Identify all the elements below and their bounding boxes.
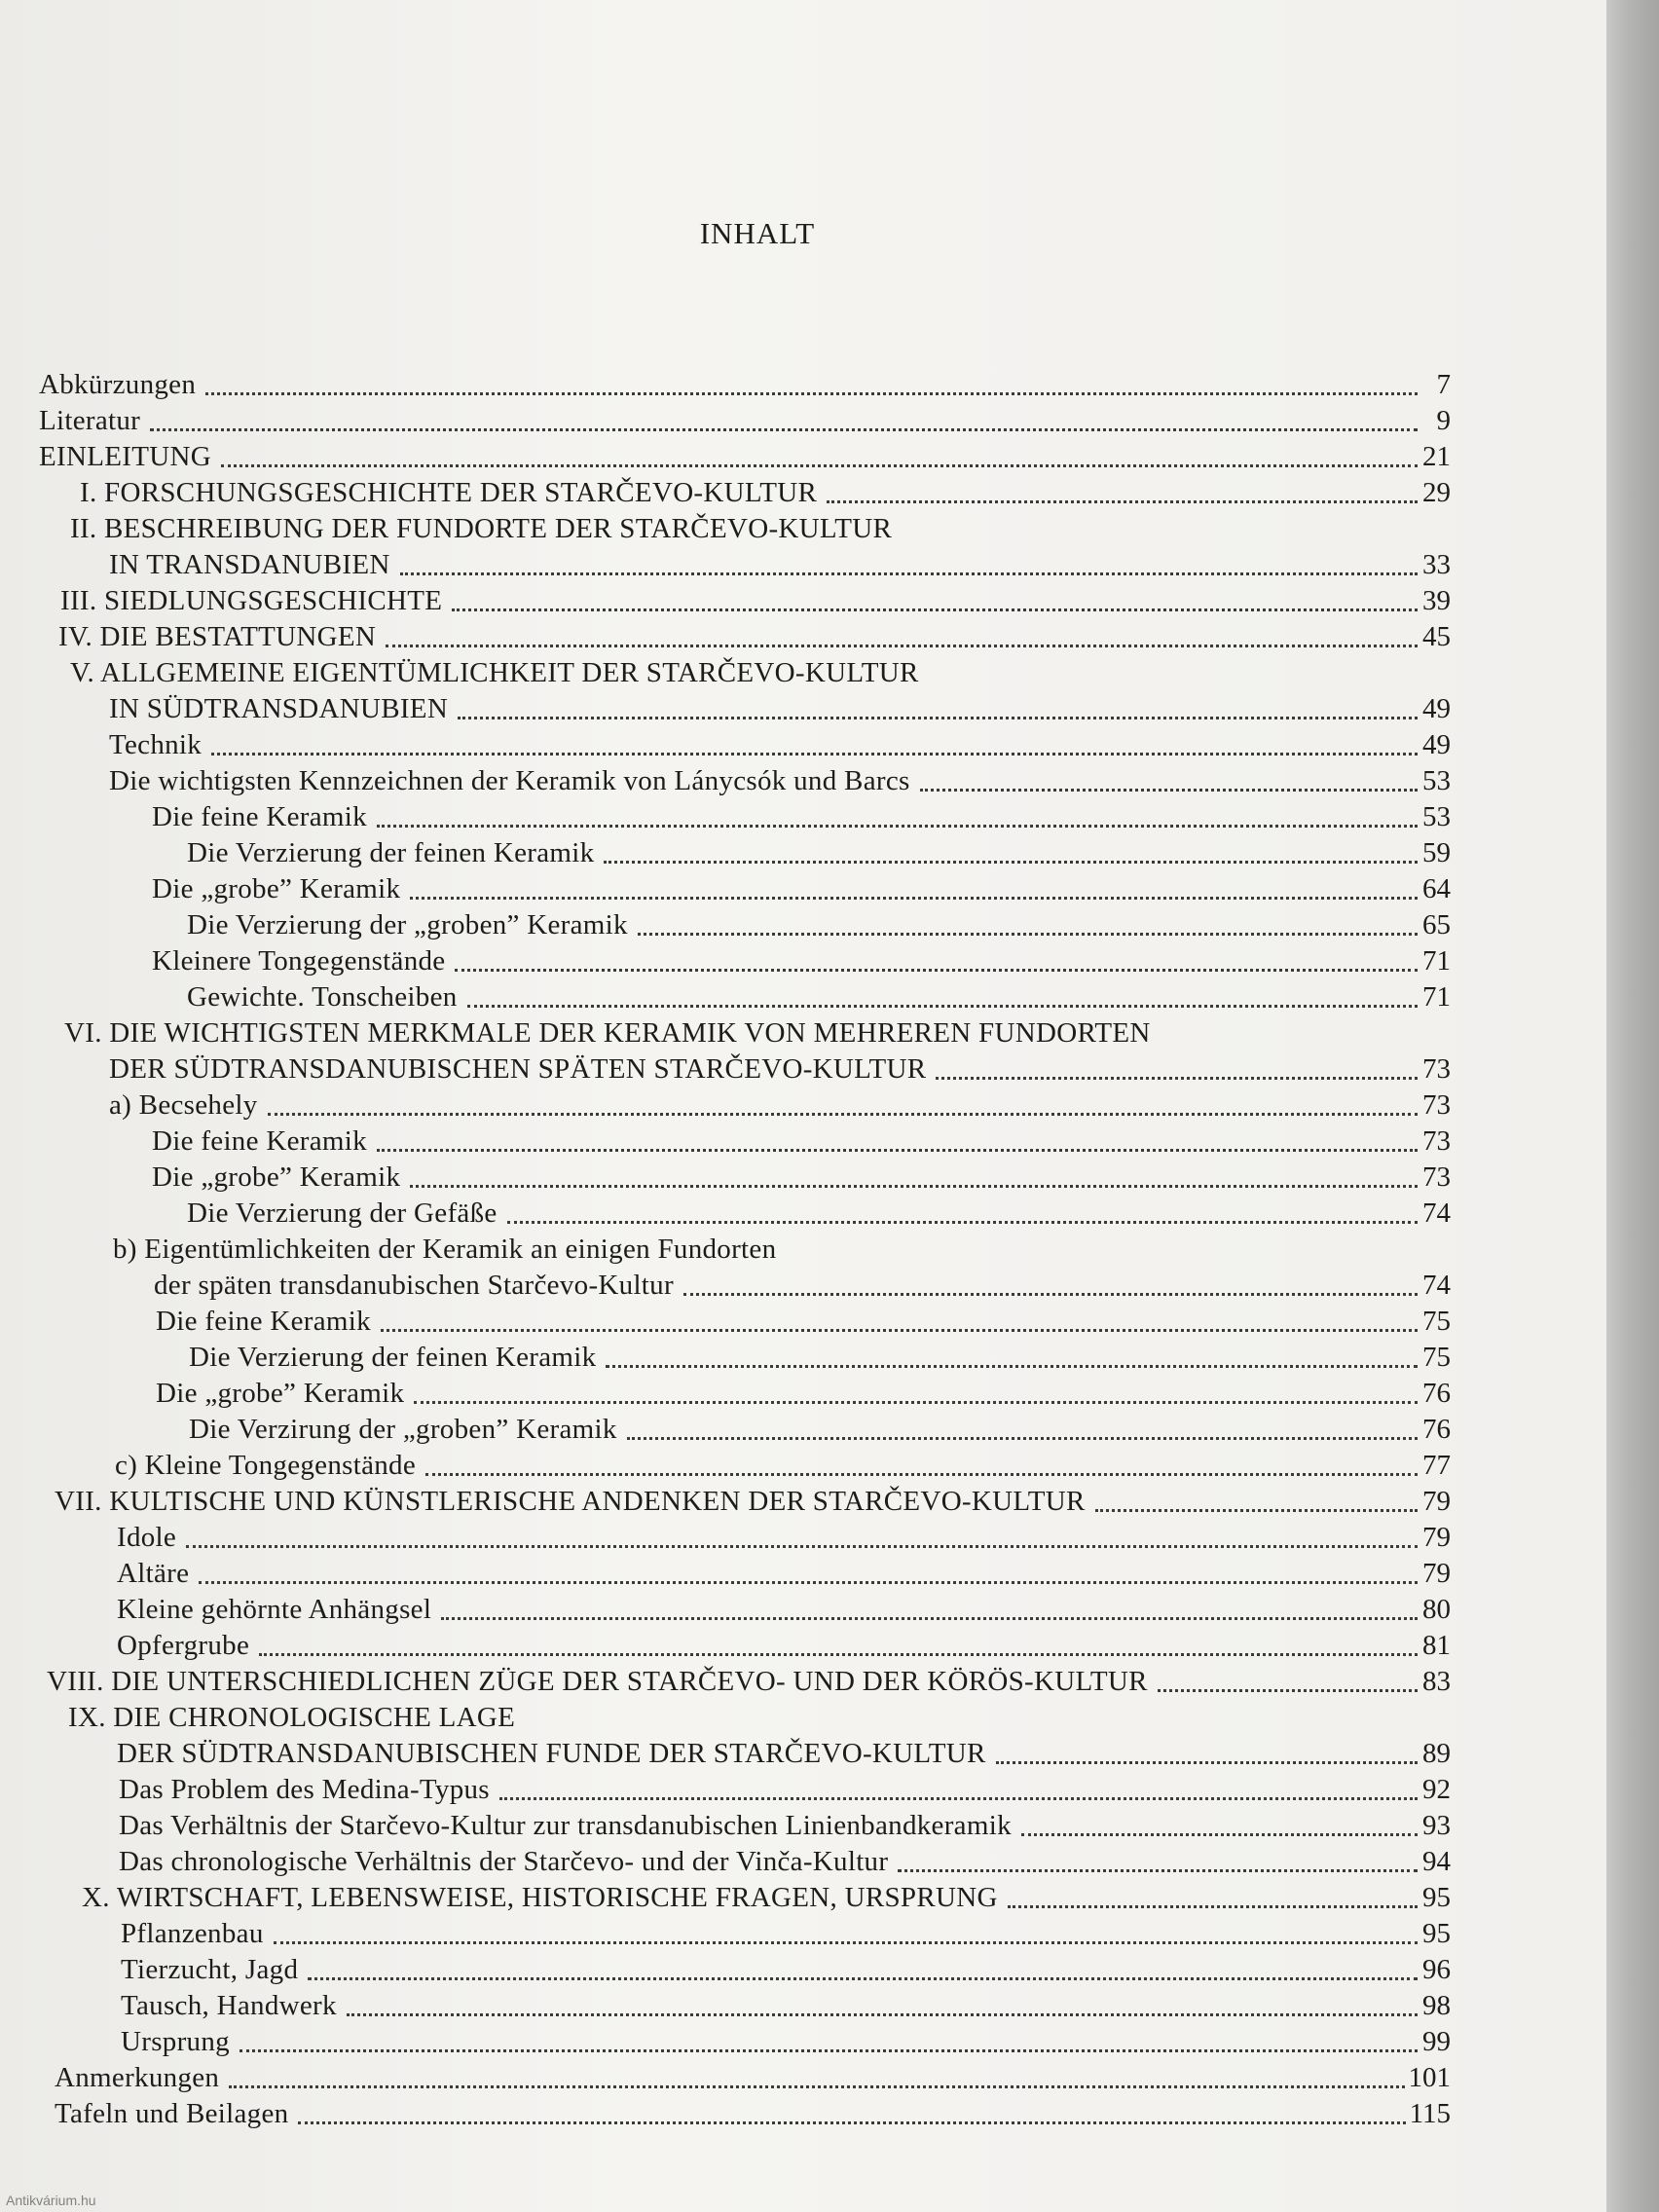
toc-entry [39, 763, 1451, 799]
toc-entry-title: Die wichtigsten Kennzeichnen der Keramik von Lánycsók und Barcs [109, 765, 910, 796]
toc-entry-page: 96 [1422, 1954, 1451, 1985]
toc-leader [240, 2049, 1418, 2052]
toc-entry-title: Die „grobe” Keramik [152, 873, 401, 904]
toc-entry-page: 53 [1422, 765, 1451, 796]
toc-entry-title: IN TRANSDANUBIEN [109, 549, 390, 580]
toc-entry-title: VIII. DIE UNTERSCHIEDLICHEN ZÜGE DER STARČEVO- UND DER KÖRÖS-KULTUR [47, 1666, 1148, 1697]
toc-entry-title: I. FORSCHUNGSGESCHICHTE DER STARČEVO-KULTUR [80, 477, 818, 508]
toc-entry [39, 1340, 1451, 1376]
toc-entry [39, 1952, 1451, 1988]
toc-entry-title: EINLEITUNG [39, 441, 211, 472]
page-edge-shadow [1606, 0, 1659, 2212]
toc-entry [39, 871, 1451, 907]
toc-entry-page: 95 [1422, 1882, 1451, 1913]
toc-entry-title: b) Eigentümlichkeiten der Keramik an einigen Fundorten [113, 1234, 777, 1265]
toc-entry-page: 79 [1422, 1558, 1451, 1589]
toc-entry-title: V. ALLGEMEINE EIGENTÜMLICHKEIT DER STARČEVO-KULTUR [70, 657, 919, 688]
toc-entry [39, 1988, 1451, 2024]
toc-entry [39, 979, 1451, 1015]
toc-entry-title: c) Kleine Tongegenstände [115, 1450, 417, 1481]
toc-entry-title: Pflanzenbau [121, 1918, 264, 1949]
toc-entry [39, 1916, 1451, 1952]
toc-leader [507, 1221, 1418, 1224]
toc-entry-title: Die Verzierung der Gefäße [187, 1198, 498, 1229]
toc-leader [606, 1365, 1418, 1368]
toc-entry-title: Anmerkungen [55, 2062, 220, 2093]
toc-entry [39, 691, 1451, 727]
toc-entry-page: 115 [1409, 2098, 1451, 2129]
toc-entry [39, 1844, 1451, 1880]
toc-leader [898, 1869, 1418, 1872]
toc-entry-page: 73 [1422, 1125, 1451, 1157]
toc-entry [39, 1808, 1451, 1844]
toc-entry [39, 1664, 1451, 1700]
toc-leader [458, 717, 1418, 719]
toc-entry [39, 619, 1451, 655]
toc-entry-title: Tausch, Handwerk [121, 1990, 337, 2021]
toc-entry-title: Die Verzirung der „groben” Keramik [189, 1414, 617, 1445]
toc-leader [386, 645, 1418, 647]
toc-entry-title: a) Becsehely [109, 1089, 258, 1121]
toc-entry-page: 89 [1422, 1738, 1451, 1769]
toc-leader [1008, 1905, 1418, 1908]
toc-entry-title: DER SÜDTRANSDANUBISCHEN FUNDE DER STARČEVO-KULTUR [117, 1738, 986, 1769]
toc-entry-page: 71 [1422, 945, 1451, 977]
toc-leader [1158, 1689, 1418, 1692]
toc-entry [39, 835, 1451, 871]
toc-leader [1095, 1509, 1418, 1512]
toc-entry-title: Die Verzierung der feinen Keramik [189, 1342, 597, 1373]
toc-entry-page: 94 [1422, 1846, 1451, 1877]
toc-entry-title: Tafeln und Beilagen [55, 2098, 289, 2129]
toc-entry [39, 1196, 1451, 1232]
toc-entry [39, 2096, 1451, 2132]
toc-leader [410, 1185, 1418, 1188]
toc-entry-page: 74 [1422, 1270, 1451, 1301]
toc-leader [638, 933, 1418, 936]
toc-leader [683, 1293, 1418, 1296]
toc-entry-title: Literatur [39, 405, 141, 436]
toc-entry [39, 1051, 1451, 1088]
toc-entry-page: 95 [1422, 1918, 1451, 1949]
toc-leader [229, 2085, 1404, 2088]
toc-entry-title: IX. DIE CHRONOLOGISCHE LAGE [68, 1702, 516, 1733]
toc-entry-page: 98 [1422, 1990, 1451, 2021]
toc-entry-page: 99 [1422, 2026, 1451, 2057]
toc-entry [39, 1448, 1451, 1484]
toc-entry-title: Die „grobe” Keramik [152, 1161, 401, 1193]
toc-entry-title: Die Verzierung der „groben” Keramik [187, 909, 628, 940]
toc-entry-page: 9 [1436, 405, 1451, 436]
toc-entry-page: 21 [1422, 441, 1451, 472]
toc-entry [39, 1880, 1451, 1916]
toc-entry-page: 83 [1422, 1666, 1451, 1697]
toc-entry-title: Die feine Keramik [152, 801, 367, 832]
toc-entry-title: II. BESCHREIBUNG DER FUNDORTE DER STARČEVO-KULTUR [70, 513, 893, 544]
page-title: INHALT [699, 216, 816, 250]
toc-entry-title: Das chronologische Verhältnis der Starčevo- und der Vinča-Kultur [119, 1846, 889, 1877]
toc-entry-title: Altäre [117, 1558, 190, 1589]
toc-entry-page: 29 [1422, 477, 1451, 508]
toc-entry [39, 1376, 1451, 1412]
toc-entry-page: 73 [1422, 1053, 1451, 1085]
toc-entry-page: 73 [1422, 1089, 1451, 1121]
toc-entry-page: 45 [1422, 621, 1451, 652]
toc-entry-page: 80 [1422, 1594, 1451, 1625]
toc-entry [39, 403, 1451, 439]
toc-leader [499, 1797, 1418, 1800]
toc-entry-page: 101 [1408, 2062, 1451, 2093]
toc-entry-page: 93 [1422, 1810, 1451, 1841]
toc-entry-title: Die Verzierung der feinen Keramik [187, 837, 595, 868]
toc-entry-title: Das Problem des Medina-Typus [119, 1774, 490, 1805]
toc-entry [39, 1160, 1451, 1196]
toc-entry-page: 49 [1422, 729, 1451, 760]
toc-entry-title: Abkürzungen [39, 369, 197, 400]
toc-leader [221, 464, 1418, 467]
toc-entry-title: Die feine Keramik [152, 1125, 367, 1157]
toc-entry-page: 76 [1422, 1414, 1451, 1445]
toc-entry [39, 727, 1451, 763]
toc-entry [39, 1268, 1451, 1304]
toc-entry-title: Kleine gehörnte Anhängsel [117, 1594, 432, 1625]
toc-leader [920, 789, 1418, 792]
toc-leader [308, 1977, 1418, 1980]
toc-entry-page: 92 [1422, 1774, 1451, 1805]
toc-entry-page: 75 [1422, 1342, 1451, 1373]
toc-entry [39, 943, 1451, 979]
toc-leader [604, 861, 1418, 864]
toc-entry-page: 77 [1422, 1450, 1451, 1481]
toc-entry-title: Das Verhältnis der Starčevo-Kultur zur transdanubischen Linienbandkeramik [119, 1810, 1012, 1841]
toc-entry-page: 49 [1422, 693, 1451, 724]
toc-entry-title: Idole [117, 1522, 177, 1553]
toc-leader [268, 1113, 1418, 1116]
toc-entry-title: der späten transdanubischen Starčevo-Kultur [154, 1270, 674, 1301]
toc-entry [39, 475, 1451, 511]
toc-entry [39, 1232, 1451, 1268]
toc-leader [381, 1329, 1418, 1332]
toc-entry-title: DER SÜDTRANSDANUBISCHEN SPÄTEN STARČEVO-KULTUR [109, 1053, 927, 1085]
toc-entry-title: IV. DIE BESTATTUNGEN [58, 621, 377, 652]
toc-leader [298, 2121, 1405, 2124]
toc-entry-title: Kleinere Tongegenstände [152, 945, 446, 977]
toc-entry [39, 1124, 1451, 1160]
toc-entry-page: 39 [1422, 585, 1451, 616]
toc-leader [211, 753, 1418, 756]
toc-leader [199, 1581, 1418, 1584]
toc-entry [39, 1628, 1451, 1664]
toc-entry-page: 65 [1422, 909, 1451, 940]
toc-entry [39, 1520, 1451, 1556]
toc-leader [936, 1077, 1418, 1080]
toc-leader [400, 572, 1418, 575]
toc-entry-page: 81 [1422, 1630, 1451, 1661]
toc-entry [39, 439, 1451, 475]
toc-entry [39, 1592, 1451, 1628]
toc-entry [39, 907, 1451, 943]
toc-leader [627, 1437, 1418, 1440]
toc-leader [347, 2013, 1418, 2016]
toc-entry-title: Opfergrube [117, 1630, 250, 1661]
toc-entry [39, 1484, 1451, 1520]
toc-leader [205, 392, 1418, 395]
toc-entry-page: 76 [1422, 1378, 1451, 1409]
toc-leader [467, 1005, 1418, 1008]
toc-leader [414, 1401, 1418, 1404]
toc-entry-page: 7 [1436, 369, 1451, 400]
toc-leader [441, 1617, 1418, 1620]
toc-entry [39, 1772, 1451, 1808]
toc-entry [39, 1736, 1451, 1772]
toc-entry-title: Tierzucht, Jagd [121, 1954, 299, 1985]
toc-leader [377, 1149, 1418, 1152]
toc-entry [39, 2024, 1451, 2060]
toc-entry-title: X. WIRTSCHAFT, LEBENSWEISE, HISTORISCHE FRAGEN, URSPRUNG [82, 1882, 998, 1913]
toc-leader [410, 897, 1418, 900]
toc-leader [150, 428, 1418, 431]
toc-leader [455, 969, 1418, 972]
toc-leader [259, 1653, 1418, 1656]
toc-entry-page: 64 [1422, 873, 1451, 904]
toc-entry-title: Ursprung [121, 2026, 230, 2057]
toc-entry-page: 59 [1422, 837, 1451, 868]
toc-entry [39, 799, 1451, 835]
toc-entry [39, 583, 1451, 619]
toc-entry-title: III. SIEDLUNGSGESCHICHTE [60, 585, 443, 616]
toc-leader [1021, 1833, 1418, 1836]
toc-entry-title: Technik [109, 729, 203, 760]
toc-entry [39, 1304, 1451, 1340]
toc-entry [39, 1088, 1451, 1124]
toc-entry [39, 547, 1451, 583]
toc-entry-title: Die feine Keramik [156, 1306, 371, 1337]
toc-entry-page: 73 [1422, 1161, 1451, 1193]
toc-entry [39, 1015, 1451, 1051]
toc-entry [39, 1412, 1451, 1448]
toc-entry-title: IN SÜDTRANSDANUBIEN [109, 693, 449, 724]
toc-entry-page: 71 [1422, 981, 1451, 1013]
toc-leader [274, 1941, 1418, 1944]
toc-leader [827, 500, 1418, 503]
toc-entry-page: 79 [1422, 1522, 1451, 1553]
toc-entry [39, 1700, 1451, 1736]
toc-entry [39, 1556, 1451, 1592]
toc-entry-title: VII. KULTISCHE UND KÜNSTLERISCHE ANDENKEN DER STARČEVO-KULTUR [55, 1486, 1086, 1517]
toc-entry [39, 511, 1451, 547]
toc-entry [39, 655, 1451, 691]
toc-entry [39, 367, 1451, 403]
watermark: Antikvárium.hu [6, 2193, 96, 2208]
toc-leader [186, 1545, 1418, 1548]
toc-entry-page: 74 [1422, 1198, 1451, 1229]
toc-entry-page: 75 [1422, 1306, 1451, 1337]
toc-entry-title: Gewichte. Tonscheiben [187, 981, 458, 1013]
toc-leader [452, 608, 1418, 611]
toc-entry-title: Die „grobe” Keramik [156, 1378, 405, 1409]
toc-entry-title: VI. DIE WICHTIGSTEN MERKMALE DER KERAMIK VON MEHREREN FUNDORTEN [64, 1017, 1151, 1049]
toc-leader [377, 825, 1418, 828]
toc-entry-page: 33 [1422, 549, 1451, 580]
toc-entry-page: 79 [1422, 1486, 1451, 1517]
toc-entry [39, 2060, 1451, 2096]
toc-leader [425, 1473, 1418, 1476]
toc-leader [996, 1761, 1418, 1764]
toc-entry-page: 53 [1422, 801, 1451, 832]
